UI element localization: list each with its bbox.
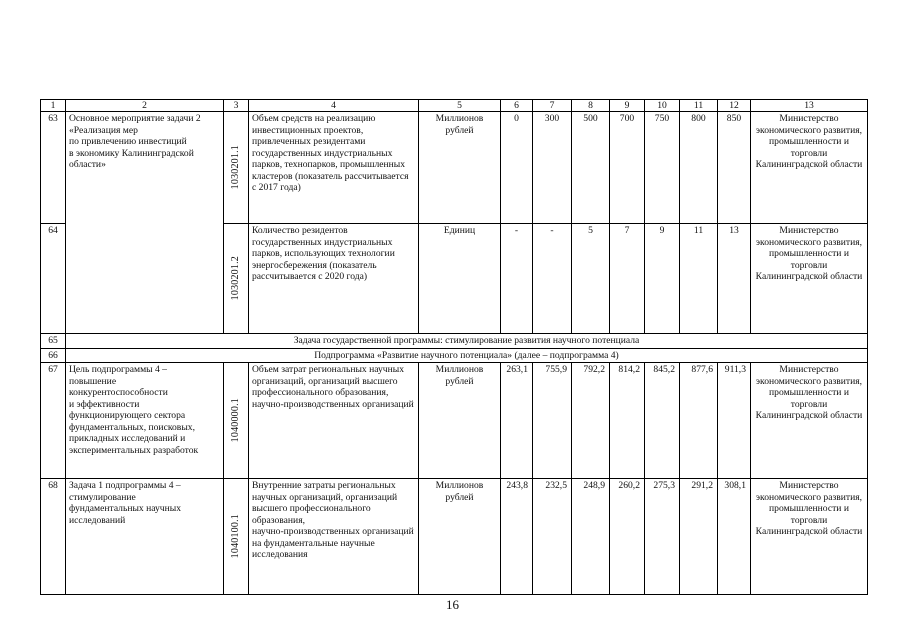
value-cell: 750 (645, 112, 680, 224)
header-cell: 8 (572, 100, 610, 112)
value-cell: - (533, 224, 572, 334)
value-cell: 800 (680, 112, 718, 224)
value-cell: 850 (718, 112, 751, 224)
value-cell: 911,3 (718, 363, 751, 479)
value-cell: 755,9 (533, 363, 572, 479)
indicator-code: 1040100.1 (230, 514, 242, 559)
value-cell: 792,2 (572, 363, 610, 479)
header-cell: 9 (610, 100, 645, 112)
row-number: 65 (41, 334, 66, 349)
value-cell: 9 (645, 224, 680, 334)
indicator-code-cell (224, 224, 249, 334)
unit: Миллионов рублей (419, 479, 501, 595)
value-cell: 13 (718, 224, 751, 334)
row-number: 63 (41, 112, 66, 224)
indicator-code-cell (224, 112, 249, 224)
row-number: 66 (41, 348, 66, 363)
row-number: 64 (41, 224, 66, 334)
indicator-code: 1040000.1 (230, 398, 242, 443)
header-row (41, 100, 868, 112)
header-cell: 3 (224, 100, 249, 112)
header-cell: 13 (751, 100, 868, 112)
value-cell: 11 (680, 224, 718, 334)
value-cell: 248,9 (572, 479, 610, 595)
unit: Миллионов рублей (419, 363, 501, 479)
value-cell: 260,2 (610, 479, 645, 595)
value-cell: 877,6 (680, 363, 718, 479)
table-row-67 (41, 363, 868, 479)
activity-name: Цель подпрограммы 4 – повышение конкурентоспособности и эффективности функционирующего сектора фундаментальных, поисковых, прикладных исследований и экспериментальных разработок (66, 363, 224, 479)
row-number: 67 (41, 363, 66, 479)
header-cell: 11 (680, 100, 718, 112)
value-cell: 232,5 (533, 479, 572, 595)
header-cell: 2 (66, 100, 224, 112)
indicators-table (40, 99, 868, 595)
value-cell: 275,3 (645, 479, 680, 595)
indicator-code-cell (224, 479, 249, 595)
value-cell: 700 (610, 112, 645, 224)
table-row-65 (41, 334, 868, 349)
value-cell: 5 (572, 224, 610, 334)
table-row-63 (41, 112, 868, 224)
indicator-name: Внутренние затраты региональных научных организаций, организаций высшего профессионального образования, научно-производственных организаций на фундаментальные научные исследования (249, 479, 419, 595)
value-cell: 263,1 (501, 363, 533, 479)
value-cell: 814,2 (610, 363, 645, 479)
indicator-code-cell (224, 363, 249, 479)
value-cell: 291,2 (680, 479, 718, 595)
value-cell: 500 (572, 112, 610, 224)
value-cell: 845,2 (645, 363, 680, 479)
indicator-code: 1030201.2 (230, 256, 242, 301)
header-cell: 7 (533, 100, 572, 112)
program-task-heading: Задача государственной программы: стимулирование развития научного потенциала (66, 334, 868, 349)
header-cell: 1 (41, 100, 66, 112)
header-cell: 5 (419, 100, 501, 112)
header-cell: 10 (645, 100, 680, 112)
table-row-68 (41, 479, 868, 595)
table-row-66 (41, 348, 868, 363)
responsible-executor: Министерство экономического развития, промышленности и торговли Калининградской области (751, 224, 868, 334)
indicator-name: Объем средств на реализацию инвестиционных проектов, привлеченных резидентами государственных индустриальных парков, технопарков, промышленных кластеров (показатель рассчитывается с 2017 года) (249, 112, 419, 224)
responsible-executor: Министерство экономического развития, промышленности и торговли Калининградской области (751, 479, 868, 595)
unit: Миллионов рублей (419, 112, 501, 224)
value-cell: 300 (533, 112, 572, 224)
value-cell: - (501, 224, 533, 334)
value-cell: 0 (501, 112, 533, 224)
header-cell: 6 (501, 100, 533, 112)
indicator-name: Объем затрат региональных научных организаций, организаций высшего профессионального образования, научно-производственных организаций (249, 363, 419, 479)
value-cell: 243,8 (501, 479, 533, 595)
subprogram-heading: Подпрограмма «Развитие научного потенциала» (далее – подпрограмма 4) (66, 348, 868, 363)
header-cell: 12 (718, 100, 751, 112)
indicator-code: 1030201.1 (230, 145, 242, 190)
activity-name: Задача 1 подпрограммы 4 – стимулирование фундаментальных научных исследований (66, 479, 224, 595)
activity-name: Основное мероприятие задачи 2 «Реализация мер по привлечению инвестиций в экономику Калининградской области» (66, 112, 224, 334)
header-cell: 4 (249, 100, 419, 112)
value-cell: 7 (610, 224, 645, 334)
responsible-executor: Министерство экономического развития, промышленности и торговли Калининградской области (751, 112, 868, 224)
page-number: 16 (446, 597, 459, 612)
responsible-executor: Министерство экономического развития, промышленности и торговли Калининградской области (751, 363, 868, 479)
indicator-name: Количество резидентов государственных индустриальных парков, использующих технологии энергосбережения (показатель рассчитывается с 2020 года) (249, 224, 419, 334)
unit: Единиц (419, 224, 501, 334)
row-number: 68 (41, 479, 66, 595)
value-cell: 308,1 (718, 479, 751, 595)
